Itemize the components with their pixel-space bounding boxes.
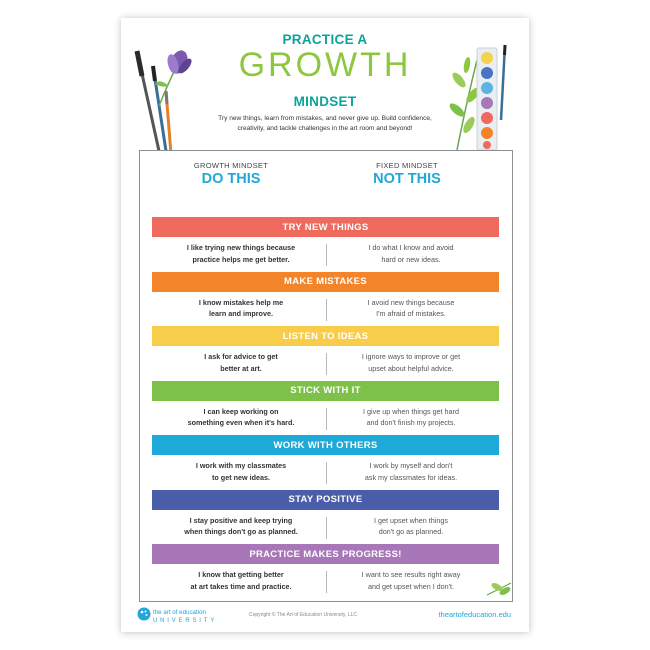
growth-statement <box>166 515 316 538</box>
fixed-statement-line: don't go as planned. <box>378 527 444 536</box>
fixed-statement-line: I want to see results right away <box>361 570 461 579</box>
growth-statement-line: something even when it's hard. <box>187 418 295 427</box>
fixed-statement-line: I give up when things get hard <box>363 406 459 416</box>
fixed-statement <box>336 351 486 374</box>
column-divider <box>326 517 327 539</box>
fixed-statement-line: and get upset when I don't. <box>367 581 455 591</box>
poster <box>121 18 529 632</box>
fixed-statement-line: and don't finish my projects. <box>366 418 456 427</box>
growth-statement-line: I know mistakes help me <box>198 297 284 307</box>
row-banner: WORK WITH OTHERS <box>152 435 499 455</box>
growth-statement <box>166 351 316 374</box>
fixed-statement-line: upset about helpful advice. <box>368 363 454 373</box>
growth-statement-line: I can keep working on <box>203 406 279 416</box>
fixed-statement <box>336 515 486 538</box>
fixed-statement <box>336 242 486 265</box>
logo-line-1: the art of education <box>153 609 206 616</box>
growth-statement <box>166 242 316 265</box>
title-line-1: PRACTICE A <box>282 32 368 47</box>
column-divider <box>326 571 327 593</box>
row-banner: PRACTICE MAKES PROGRESS! <box>152 544 499 564</box>
row-banner: STAY POSITIVE <box>152 490 499 510</box>
growth-statement-line: I like trying new things because <box>186 243 296 252</box>
growth-statement-line: I work with my classmates <box>195 461 287 470</box>
column-divider <box>326 299 327 321</box>
copyright-text: Copyright © The Art of Education University, LLC <box>249 612 357 618</box>
intro-text: Try new things, learn from mistakes, and never give up. Build confidence, creativity, and tackle challenges in the art room and beyond! <box>218 115 432 132</box>
title-growth: GROWTH <box>238 46 412 84</box>
growth-column-title: DO THIS <box>201 171 261 187</box>
row-banner: STICK WITH IT <box>152 381 499 401</box>
growth-statement-line: I ask for advice to get <box>204 352 278 361</box>
website-link[interactable]: theartofeducation.edu <box>438 610 511 619</box>
fixed-statement <box>336 460 486 483</box>
fixed-statement-line: I avoid new things because <box>367 297 455 307</box>
row-banner: MAKE MISTAKES <box>152 272 499 292</box>
row-banner: TRY NEW THINGS <box>152 217 499 237</box>
column-divider <box>326 408 327 430</box>
fixed-statement-line: I work by myself and don't <box>369 461 453 470</box>
fixed-statement-line: I ignore ways to improve or get <box>361 352 461 361</box>
leaf-sprig-icon <box>485 579 513 597</box>
column-divider <box>326 462 327 484</box>
fixed-column-subtitle: FIXED MINDSET <box>376 161 438 170</box>
growth-statement <box>166 460 316 483</box>
column-divider <box>326 353 327 375</box>
title-line-3: MINDSET <box>293 94 357 109</box>
logo-line-2: UNIVERSITY <box>153 618 218 624</box>
growth-statement-line: better at art. <box>220 363 262 373</box>
growth-statement <box>166 297 316 320</box>
growth-column-subtitle: GROWTH MINDSET <box>193 161 269 170</box>
growth-statement-line: at art takes time and practice. <box>190 581 292 591</box>
fixed-statement-line: hard or new ideas. <box>381 254 441 264</box>
growth-statement-line: I stay positive and keep trying <box>189 515 293 525</box>
fixed-column-header <box>322 161 492 187</box>
fixed-column-title: NOT THIS <box>373 171 441 187</box>
growth-statement <box>166 569 316 592</box>
growth-statement-line: learn and improve. <box>209 309 273 318</box>
growth-statement-line: to get new ideas. <box>212 472 270 482</box>
growth-column-header <box>146 161 316 187</box>
fixed-statement-line: I'm afraid of mistakes. <box>376 309 446 318</box>
art-of-education-logo-icon <box>137 607 151 621</box>
fixed-statement <box>336 569 486 592</box>
row-banner: LISTEN TO IDEAS <box>152 326 499 346</box>
fixed-statement <box>336 297 486 320</box>
fixed-statement-line: I get upset when things <box>374 515 448 525</box>
logo-text <box>153 609 217 625</box>
growth-statement-line: practice helps me get better. <box>192 254 290 264</box>
fixed-statement-line: ask my classmates for ideas. <box>364 472 458 482</box>
growth-statement-line: when things don't go as planned. <box>184 527 298 536</box>
fixed-statement <box>336 406 486 429</box>
fixed-statement-line: I do what I know and avoid <box>368 243 454 252</box>
column-divider <box>326 244 327 266</box>
growth-statement <box>166 406 316 429</box>
comparison-panel <box>139 150 513 602</box>
growth-statement-line: I know that getting better <box>198 570 284 579</box>
